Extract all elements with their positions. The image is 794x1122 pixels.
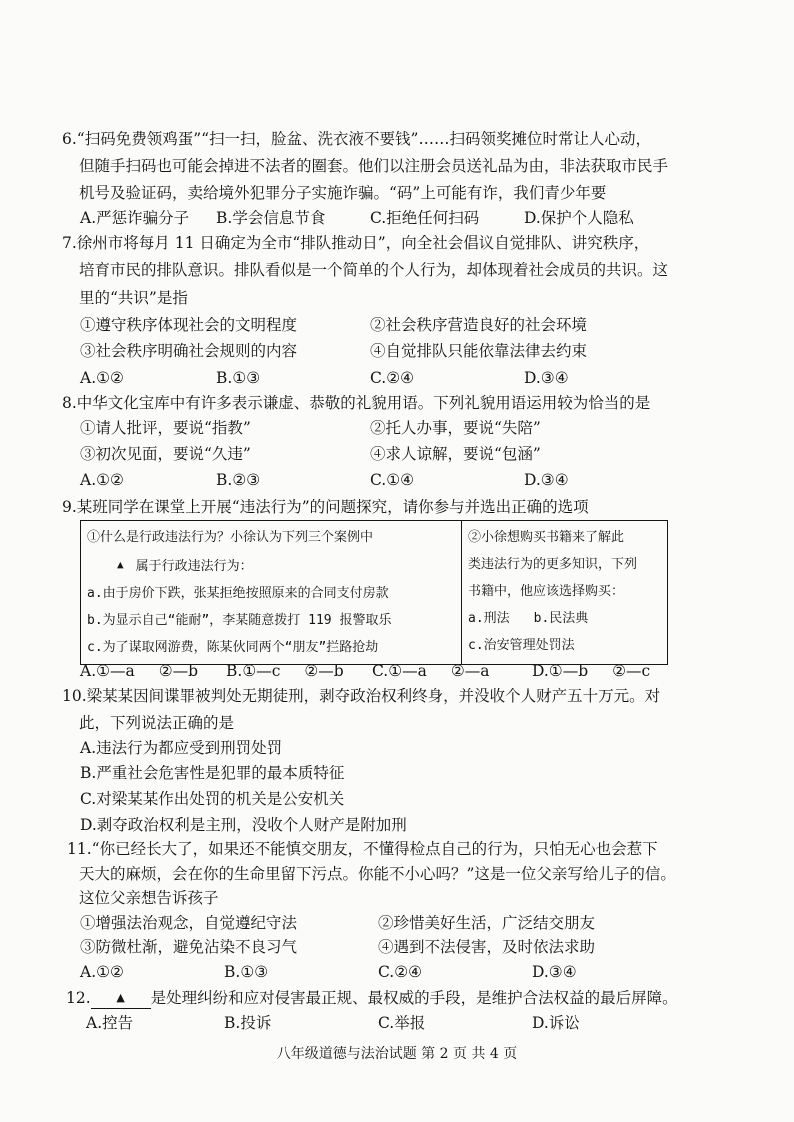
option-d[interactable]: D.诉讼 — [532, 1014, 580, 1032]
option-b[interactable]: B.严重社会危害性是犯罪的最本质特征 — [80, 764, 345, 782]
book-items-ab — [468, 605, 661, 632]
right-cell-line: 类违法行为的更多知识，下列 — [468, 557, 638, 572]
question-text: 但随手扫码也可能会掉进不法者的圈套。他们以注册会员送礼品为由，非法获取市民手 — [79, 157, 669, 175]
option-a-part-1: A.①—a — [80, 662, 135, 680]
statement-3: ③初次见面，要说“久违” — [80, 445, 251, 463]
statement-3: ③防微杜渐，避免沾染不良习气 — [80, 938, 298, 956]
option-b[interactable]: B.学会信息节食 — [216, 209, 326, 227]
option-b[interactable]: B.投诉 — [224, 1014, 272, 1032]
question-text: 7.徐州市将每月 11 日确定为全市“排队推动日”，向全社会倡议自觉排队、讲究秩序， — [62, 234, 650, 252]
option-b[interactable]: B.①③ — [216, 369, 261, 387]
case-item-b: b.为显示自己“能耐”，李某随意拨打 119 报警取乐 — [87, 613, 392, 628]
option-a[interactable]: A.①② — [80, 471, 124, 489]
question-text: 天大的麻烦，会在你的生命里留下污点。你能不小心吗？”这是一位父亲写给儿子的信。 — [79, 865, 676, 883]
question-text: 9.某班同学在课堂上开展“违法行为”的问题探究，请你参与并选出正确的选项 — [62, 498, 589, 516]
question-text: 这位父亲想告诉孩子 — [79, 889, 219, 907]
option-a[interactable]: A.控告 — [86, 1014, 134, 1032]
statement-4: ④遇到不法侵害，及时依法求助 — [378, 938, 596, 956]
option-d-part-1: D.①—b — [532, 662, 589, 680]
page-footer: 八年级道德与法治试题 第 2 页 共 4 页 — [276, 1046, 518, 1062]
case-item-a: a.由于房价下跌，张某拒绝按照原来的合同支付房款 — [87, 586, 389, 601]
statement-2: ②社会秩序营造良好的社会环境 — [370, 316, 588, 334]
option-d[interactable] — [532, 661, 650, 681]
option-d[interactable]: D.剥夺政治权利是主刑，没收个人财产是附加刑 — [80, 816, 407, 834]
option-d[interactable]: D.③④ — [524, 471, 569, 489]
option-a[interactable]: A.严惩诈骗分子 — [80, 209, 190, 227]
question-text — [66, 988, 678, 1009]
case-table — [80, 520, 668, 665]
statement-1: ①增强法治观念，自觉遵纪守法 — [80, 914, 298, 932]
question-text: 机号及验证码，卖给境外犯罪分子实施诈骗。“码”上可能有诈，我们青少年要 — [79, 184, 607, 202]
statement-2: ②托人办事，要说“失陪” — [370, 419, 541, 437]
statement-2: ②珍惜美好生活，广泛结交朋友 — [378, 914, 596, 932]
question-text: 6.“扫码免费领鸡蛋”“扫一扫，脸盆、洗衣液不要钱”……扫码领奖摊位时常让人心动， — [62, 130, 651, 148]
option-c[interactable]: C.①④ — [370, 471, 415, 489]
question-number: 12. — [66, 989, 91, 1007]
answer-blank — [91, 988, 151, 1009]
right-cell-line: 书籍中，他应该选择购买： — [468, 584, 625, 599]
case-table-right-cell — [462, 521, 668, 665]
option-d-part-2: ②—c — [612, 662, 651, 680]
option-a[interactable]: A.违法行为都应受到刑罚处罚 — [80, 739, 283, 757]
question-text: 11.“你已经长大了，如果还不能慎交朋友，不懂得检点自己的行为，只怕无心也会惹下 — [67, 840, 658, 858]
statement-4: ④自觉排队只能依靠法律去约束 — [370, 342, 588, 360]
book-item-b: b.民法典 — [533, 611, 589, 626]
option-a[interactable] — [80, 661, 198, 681]
option-c[interactable]: C.举报 — [378, 1014, 426, 1032]
option-a[interactable]: A.①② — [80, 963, 124, 981]
book-item-c: c.治安管理处罚法 — [468, 638, 575, 653]
option-d[interactable]: D.保护个人隐私 — [524, 209, 634, 227]
statement-1: ①遵守秩序体现社会的文明程度 — [80, 316, 298, 334]
statement-4: ④求人谅解，要说“包涵” — [370, 445, 541, 463]
option-b-part-1: B.①—c — [226, 662, 281, 680]
answer-marker: ▲ — [117, 558, 124, 571]
left-cell-title-text: 属于行政违法行为： — [135, 559, 253, 574]
option-d[interactable]: D.③④ — [524, 369, 569, 387]
question-text: 此，下列说法正确的是 — [79, 714, 235, 732]
option-a-part-2: ②—b — [158, 662, 199, 680]
option-c[interactable]: C.拒绝任何扫码 — [370, 209, 480, 227]
option-b[interactable] — [226, 661, 344, 681]
option-b[interactable]: B.①③ — [224, 963, 269, 981]
question-text: 里的“共识”是指 — [79, 289, 188, 307]
option-c[interactable]: C.对梁某某作出处罚的机关是公安机关 — [80, 790, 345, 808]
question-text: 培育市民的排队意识。排队看似是一个简单的个人行为，却体现着社会成员的共识。这 — [79, 261, 669, 279]
option-b-part-2: ②—b — [304, 662, 344, 680]
right-cell-line: ②小徐想购买书籍来了解此 — [468, 530, 625, 545]
option-c-part-1: C.①—a — [372, 662, 427, 680]
question-text: 8.中华文化宝库中有许多表示谦虚、恭敬的礼貌用语。下列礼貌用语运用较为恰当的是 — [62, 394, 651, 412]
case-table-left-cell — [81, 521, 462, 665]
option-c[interactable] — [372, 661, 490, 681]
statement-3: ③社会秩序明确社会规则的内容 — [80, 342, 298, 360]
statement-1: ①请人批评，要说“指教” — [80, 419, 251, 437]
option-b[interactable]: B.②③ — [216, 471, 261, 489]
left-cell-title: ①什么是行政违法行为？小徐认为下列三个案例中 — [87, 530, 374, 545]
option-c[interactable]: C.②④ — [370, 369, 415, 387]
book-item-a: a.刑法 — [468, 611, 510, 626]
answer-marker: ▲ — [116, 991, 125, 1004]
left-cell-title-2 — [87, 551, 455, 580]
case-item-c: c.为了谋取网游费，陈某伙同两个“朋友”拦路抢劫 — [87, 640, 379, 655]
option-a[interactable]: A.①② — [80, 369, 124, 387]
question-text: 10.梁某某因间谍罪被判处无期徒刑，剥夺政治权利终身，并没收个人财产五十万元。对 — [62, 687, 661, 705]
option-d[interactable]: D.③④ — [532, 963, 577, 981]
option-c[interactable]: C.②④ — [378, 963, 423, 981]
question-body: 是处理纠纷和应对侵害最正规、最权威的手段，是维护合法权益的最后屏障。 — [150, 989, 678, 1007]
option-c-part-2: ②—a — [450, 662, 490, 680]
